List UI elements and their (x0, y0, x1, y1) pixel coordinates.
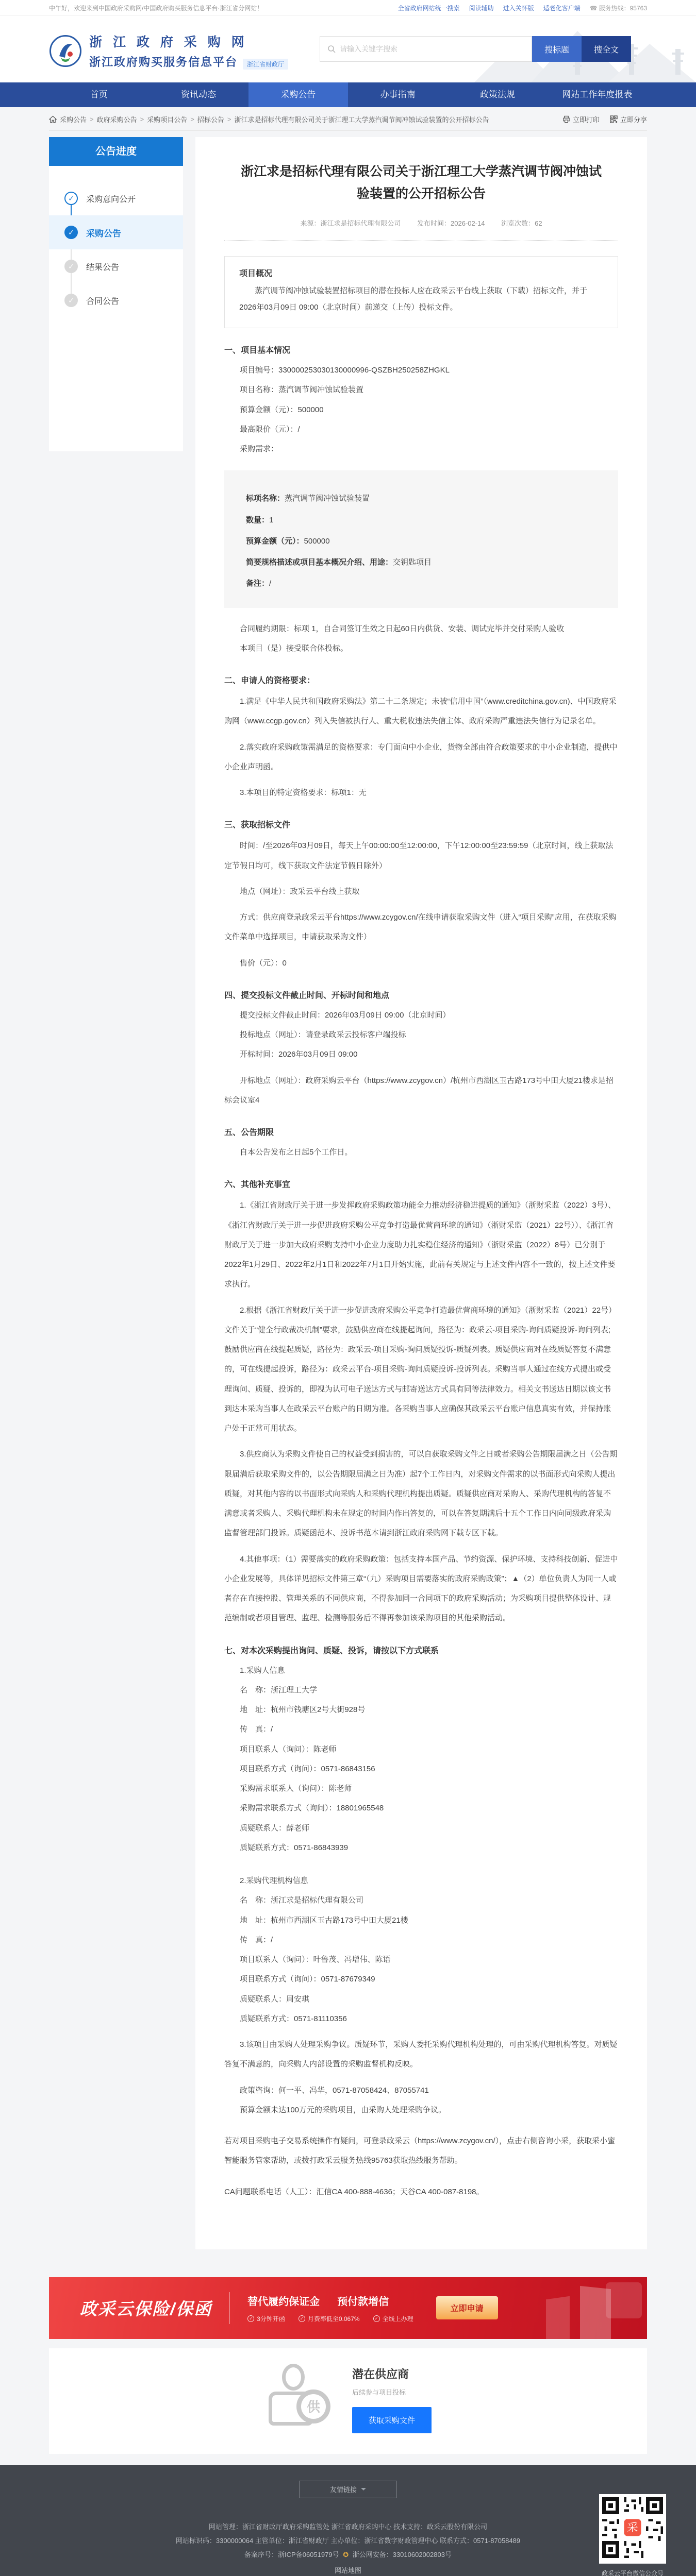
lot-info-line: 简要规格描述或项目基本概况介绍、用途：交钥匙项目 (246, 558, 432, 567)
doc-paragraph: 2.落实政府采购政策需满足的资格要求：专门面向中小企业，货物全部由符合政策要求的中小企业制造，提供中小企业声明函。 (224, 742, 618, 771)
doc-line: 采购需求： (240, 445, 279, 453)
feature-check-icon: ✓ (373, 2315, 380, 2322)
search-fulltext-button[interactable]: 搜全文 (582, 36, 631, 62)
wechat-qr-block (599, 2494, 666, 2576)
site-header (0, 15, 696, 82)
breadcrumb (49, 114, 553, 124)
banner-tag: 预付款增信 (337, 2296, 389, 2308)
doc-line: 传 真：/ (240, 1935, 273, 1944)
doc-line: 采购需求联系人（询问）：陈老师 (240, 1784, 352, 1793)
doc-line: 项目联系方式（询问）：0571-86843156 (240, 1764, 375, 1773)
nav-item-link[interactable]: 办事指南 (380, 90, 416, 99)
doc-section-heading: 三、获取招标文件 (224, 821, 291, 830)
doc-paragraph: 4.其他事项：（1）需要落实的政府采购政策：包括支持本国产品、节约资源、保护环境、支持科技创新、促进中小企业发展等，具体详见招标文件第三章“（九）采购项目需要落实的政府采购政策”；▲（2）单位负责人为同一人或者存在直接控股、管理关系的不同供应商，不得参加同一合同项下的政府采购活动；为采购项目提供整体设计、规范编制或者项目管理、监理、检测等服务后不得再参加该采购项目的其他采购活动。 (224, 1554, 618, 1623)
article-views: 浏览次数：62 (501, 219, 542, 227)
doc-line: 项目名称：蒸汽调节阀冲蚀试验装置 (240, 385, 364, 395)
doc-paragraph: 方式：供应商登录政采云平台https://www.zcygov.cn/在线申请获取采购文件（进入“项目采购”应用，在获取采购文件菜单中选择项目，申请获取采购文件） (224, 913, 617, 942)
page-title: 浙江求是招标代理有限公司关于浙江理工大学蒸汽调节阀冲蚀试验装置的公开招标公告 (240, 164, 602, 201)
site-footer (0, 2465, 696, 2576)
site-name-sub: 浙江政府购买服务信息平台 (89, 56, 238, 69)
doc-text: CA问题联系电话（人工）：汇信CA 400-888-4636；天谷CA 400-087-8198。 (224, 2187, 484, 2196)
nav-item-link[interactable]: 首页 (90, 90, 108, 99)
doc-paragraph: 1.满足《中华人民共和国政府采购法》第二十二条规定；未被“信用中国”（www.creditchina.gov.cn)、中国政府采购网（www.ccgp.gov.cn）列入失信被执行人、重大税收违法失信主体、政府采购严重违法失信行为记录名单。 (224, 697, 617, 726)
search-icon (327, 45, 336, 53)
doc-section-heading: 四、提交投标文件截止时间、开标时间和地点 (224, 991, 390, 1000)
breadcrumb-item[interactable]: 招标公告 (197, 116, 224, 124)
zcy-insurance-banner[interactable] (49, 2277, 647, 2339)
doc-line: 采购需求联系方式（询问）：18801965548 (240, 1804, 384, 1813)
print-button[interactable]: 立即打印 (562, 114, 600, 124)
doc-line: 质疑联系方式：0571-81110356 (240, 2014, 347, 2023)
banner-title: 政采云保险/保函 (80, 2299, 212, 2319)
banner-decoration (513, 2277, 647, 2339)
nav-item-link[interactable]: 网站工作年度报表 (562, 90, 633, 99)
qr-share-icon (610, 115, 618, 123)
banner-feature: ✓ 3分钟开函 (247, 2314, 285, 2323)
progress-steps (49, 166, 183, 451)
doc-line: 售价（元）：0 (240, 958, 287, 968)
nav-item-link[interactable]: 资讯动态 (180, 90, 216, 99)
step-check-icon: ✓ (64, 260, 78, 273)
doc-paragraph: 3.该项目由采购人处理采购争议。质疑环节，采购人委托采购代理机构处理的，可由采购代理机构答复。对质疑答复不满意的，向采购人内部设置的采购监督机构反映。 (224, 2040, 618, 2069)
doc-paragraph: 3.本项目的特定资格要求：标项1：无 (240, 788, 367, 797)
step-label: 采购意向公开 (86, 195, 136, 204)
search-input[interactable] (340, 45, 524, 53)
breadcrumb-separator: > (140, 115, 144, 123)
doc-line: 投标地点（网址）：请登录政采云投标客户端投标 (240, 1030, 406, 1039)
share-button[interactable]: 立即分享 (610, 114, 647, 124)
dotted-divider (224, 240, 618, 241)
breadcrumb-item: 浙江求是招标代理有限公司关于浙江理工大学蒸汽调节阀冲蚀试验装置的公开招标公告 (234, 116, 489, 124)
doc-line: 2.采购代理机构信息 (240, 1876, 308, 1885)
doc-section-heading: 六、其他补充事宜 (224, 1180, 291, 1190)
nav-item-active[interactable]: 采购公告 (248, 82, 348, 107)
step-label: 合同公告 (86, 297, 120, 306)
step-check-icon: ✓ (64, 226, 78, 239)
qr-code (599, 2494, 666, 2564)
sidebar-step-active[interactable] (49, 215, 183, 249)
step-label: 结果公告 (86, 263, 120, 272)
phone-icon: ☎ (589, 4, 598, 12)
doc-section-heading: 五、公告期限 (224, 1128, 274, 1137)
police-record-number[interactable]: 浙公网安备：33010602002803号 (352, 2551, 452, 2559)
lot-info-box (224, 470, 618, 607)
doc-line: 政策咨询：何一平、冯华，0571-87058424、87055741 (240, 2086, 429, 2095)
site-name-main: 浙 江 政 府 采 购 网 (89, 35, 248, 49)
chevron-down-icon (361, 2488, 366, 2490)
doc-line: 项目联系人（询问）：陈老师 (240, 1744, 337, 1754)
doc-line: 预算金额未达100万元的采购项目，由采购人处理采购争议。 (240, 2105, 446, 2114)
doc-line: 项目联系人（询问）：叶鲁茂、冯增伟、陈语 (240, 1955, 391, 1964)
lot-info-line: 标项名称：蒸汽调节阀冲蚀试验装置 (246, 494, 370, 503)
article-publish-time: 发布时间：2026-02-14 (417, 219, 485, 227)
svg-text:采: 采 (627, 2520, 638, 2534)
nav-item-link[interactable]: 政策法规 (479, 90, 515, 99)
doc-paragraph: 2.根据《浙江省财政厅关于进一步促进政府采购公平竞争打造最优营商环境的通知》（浙财采监（2021）22号）文件关于“健全行政裁决机制”要求，鼓励供应商在线提起询问，路径为：政采云-项目采购-询问质疑投诉-询问列表;鼓励供应商在线提起质疑，路径为：政采云-项目采购-询问质疑投诉-质疑列表。质疑供应商对在线质疑答复不满意的，可在线提起投诉，路径为：政采云平台-项目采购-询问质疑投诉-投诉列表。采购当事人通过在线方式提出或受理询问、质疑、投诉的，即视为认可电子送达方式与邮寄送达方式具有同等法律效力。相关文书送达日期以该文书到达本采购当事人在政采云平台账户的日期为准。各采购当事人应确保其政采云平台账户信息真实有效，并保持账户处于正常可用状态。 (224, 1306, 617, 1433)
banner-tag: 替代履约保证金 (247, 2296, 320, 2308)
lot-info-line: 备注：/ (246, 579, 272, 588)
get-procurement-doc-button[interactable]: 获取采购文件 (352, 2407, 432, 2433)
footer-management-line: 网站管理：浙江省财政厅政府采购监管处 浙江省政府采购中心 技术支持：政采云股份有限公司 (208, 2522, 488, 2531)
doc-line: 1.采购人信息 (240, 1666, 285, 1675)
breadcrumb-items (60, 114, 489, 124)
supplier-title: 潜在供应商 (352, 2367, 409, 2381)
main-nav-bar (0, 82, 696, 107)
lot-info-line: 数量：1 (246, 515, 274, 524)
doc-line: 本项目（是）接受联合体投标。 (240, 643, 349, 653)
footer-icp-line (0, 2548, 696, 2562)
greeting-text: 中午好，欢迎来到中国政府采购网/中国政府购买服务信息平台·浙江省分网站！ (49, 4, 263, 12)
potential-supplier-card (49, 2348, 647, 2454)
topbar-link-unified-search[interactable]: 全省政府网站统一搜索 (397, 4, 460, 12)
doc-paragraph: 开标地点（网址）：政府采购云平台（https://www.zcygov.cn）/杭州市西湖区玉古路173号中田大厦21楼求是招标会议室4 (224, 1076, 614, 1105)
project-overview-box (224, 256, 618, 328)
doc-line: 名 称：浙江求是招标代理有限公司 (240, 1896, 364, 1905)
sidebar-step-done[interactable] (49, 181, 183, 215)
banner-divider (229, 2292, 230, 2324)
authority-badge: 浙江省财政厅 (243, 59, 288, 70)
topbar (0, 0, 696, 15)
friendly-links-dropdown[interactable]: 友情链接 (299, 2481, 397, 2498)
sidebar-step-pending[interactable] (49, 249, 183, 283)
topbar-link-reading-aid[interactable]: 阅读辅助 (469, 4, 494, 12)
site-search (320, 36, 631, 62)
doc-line: 传 真：/ (240, 1725, 273, 1734)
step-label: 采购公告 (86, 228, 121, 239)
doc-line: 质疑联系人：薛老师 (240, 1823, 310, 1833)
doc-section-heading: 二、申请人的资格要求： (224, 676, 316, 685)
doc-line: 合同履约期限：标项 1，自合同签订生效之日起60日内供货、安装、调试完毕并交付采购人验收 (240, 624, 565, 633)
footer-info (0, 2520, 696, 2562)
feature-check-icon: ✓ (247, 2315, 254, 2322)
banner-feature: ✓ 全线上办理 (373, 2314, 413, 2323)
banner-feature: ✓ 月费率低至0.067% (299, 2314, 360, 2323)
service-hotline: ☎ 服务热线：95763 (589, 4, 647, 12)
doc-line: 最高限价（元）：/ (240, 425, 300, 434)
article-source: 来源：浙江求是招标代理有限公司 (300, 219, 401, 227)
supplier-subtitle: 后续参与项目投标 (352, 2388, 406, 2396)
apply-now-button[interactable]: 立即申请 (436, 2296, 498, 2319)
doc-section-heading: 一、项目基本情况 (224, 346, 291, 355)
breadcrumb-item[interactable]: 采购公告 (60, 116, 87, 124)
feature-check-icon: ✓ (299, 2315, 305, 2322)
doc-line: 名 称：浙江理工大学 (240, 1685, 318, 1694)
search-title-button[interactable]: 搜标题 (532, 36, 582, 62)
doc-line: 提交投标文件截止时间：2026年03月09日 09:00（北京时间） (240, 1010, 451, 1020)
doc-line: 地点（网址）：政采云平台线上获取 (240, 887, 360, 896)
overview-text: 蒸汽调节阀冲蚀试验装置招标项目的潜在投标人应在政采云平台线上获取（下载）招标文件，并于2026年03月09日 09:00（北京时间）前递交（上传）投标文件。 (239, 286, 588, 312)
article-body (224, 256, 618, 2202)
topbar-link-care-version[interactable]: 进入关怀版 (503, 4, 534, 12)
step-check-icon: ✓ (64, 192, 78, 205)
topbar-link-elderly-client[interactable]: 适老化客户端 (543, 4, 581, 12)
doc-section-heading: 七、对本次采购提出询问、质疑、投诉，请按以下方式联系 (224, 1646, 439, 1655)
sidebar-step-pending[interactable] (49, 283, 183, 317)
doc-text: 若对项目采购电子交易系统操作有疑问，可登录政采云（https://www.zcygov.cn/），点击右侧咨询小采，获取采小蜜智能服务管家帮助，或拨打政采云服务热线95763获取热线服务帮助。 (224, 2137, 616, 2165)
doc-line: 自本公告发布之日起5个工作日。 (240, 1148, 353, 1157)
doc-line: 开标时间：2026年03月09日 09:00 (240, 1050, 358, 1059)
doc-paragraph: 时间：/至2026年03月09日，每天上午00:00:00至12:00:00，下午12:00:00至23:59:59（北京时间，线上获取法定节假日均可，线下获取文件法定节假日除外） (224, 841, 614, 870)
breadcrumb-actions (562, 114, 647, 124)
overview-title: 项目概况 (239, 269, 273, 278)
breadcrumb-separator: > (90, 115, 94, 123)
lot-info-line: 预算金额（元）：500000 (246, 536, 330, 546)
breadcrumb-row (0, 107, 696, 137)
breadcrumb-item[interactable]: 政府采购公告 (96, 116, 137, 124)
breadcrumb-separator: > (190, 115, 194, 123)
main-nav (49, 82, 647, 107)
topbar-links (398, 4, 647, 12)
announcement-article (195, 137, 647, 2249)
doc-line: 地 址：杭州市西湖区玉古路173号中田大厦21楼 (240, 1916, 408, 1925)
icp-number[interactable]: 备案序号：浙ICP备06051979号 (244, 2551, 339, 2559)
home-icon[interactable] (49, 115, 57, 123)
doc-line: 质疑联系方式：0571-86843939 (240, 1843, 349, 1852)
sitemap-link[interactable]: 网站地图 (334, 2566, 361, 2574)
qr-caption: 政采云平台微信公众号 (601, 2569, 664, 2576)
footer-org-line: 网站标识码：3300000064 主管单位：浙江省财政厅 主办单位：浙江省数字财政管理中心 联系方式：0571-87058489 (175, 2537, 521, 2545)
announcement-progress-sidebar (49, 137, 183, 451)
banner-features (247, 2314, 413, 2323)
step-check-icon: ✓ (64, 294, 78, 307)
doc-paragraph: 1.《浙江省财政厅关于进一步发挥政府采购政策功能全力推动经济稳进提质的通知》（浙财采监（2022）3号）、《浙江省财政厅关于进一步促进政府采购公平竞争打造最优营商环境的通知》（浙财采监（2021）22号））、《浙江省财政厅关于进一步加大政府采购支持中小企业力度助力扎实稳住经济的通知》（浙财采监（2022）8号）已分别于2022年1月29日、2022年2月1日和2022年7月1日开始实施，此前有关规定与上述文件内容不一致的，按上述文件要求执行。 (224, 1201, 616, 1289)
printer-icon (562, 115, 570, 123)
breadcrumb-item[interactable]: 采购项目公告 (147, 116, 188, 124)
doc-line: 地 址：杭州市钱塘区2号大街928号 (240, 1705, 366, 1714)
national-emblem-icon: ✪ (343, 2551, 349, 2559)
site-logo-emblem (49, 35, 82, 67)
breadcrumb-separator: > (227, 115, 231, 123)
doc-line: 项目联系方式（询问）：0571-87679349 (240, 1975, 375, 1984)
supplier-badge-icon: 供 (296, 2389, 330, 2424)
article-meta (224, 218, 618, 228)
supplier-icon (264, 2363, 332, 2430)
sidebar-title: 公告进度 (49, 137, 183, 166)
doc-paragraph: 3.供应商认为采购文件使自己的权益受到损害的，可以自获取采购文件之日或者采购公告期限届满之日（公告期限届满后获取采购文件的，以公告期限届满之日为准）起7个工作日内，对采购文件需求的以书面形式向采购人提出质疑，对其他内容的以书面形式向采购人和采购代理机构提出质疑。质疑供应商对采购人、采购代理机构的答复不满意或者采购人、采购代理机构未在规定的时间内作出答复的，可以在答复期满后十五个工作日内向同级政府采购监督管理部门投诉。质疑函范本、投诉书范本请到浙江政府采购网下载专区下载。 (224, 1450, 618, 1538)
doc-line: 项目编号：330000253030130000996-QSZBH250258ZHGKL (240, 366, 450, 375)
site-brand[interactable] (49, 32, 288, 70)
doc-line: 质疑联系人：周安琪 (240, 1994, 310, 2004)
doc-line: 预算金额（元）：500000 (240, 405, 324, 414)
banner-tags (247, 2293, 413, 2308)
brand-text (89, 32, 288, 70)
